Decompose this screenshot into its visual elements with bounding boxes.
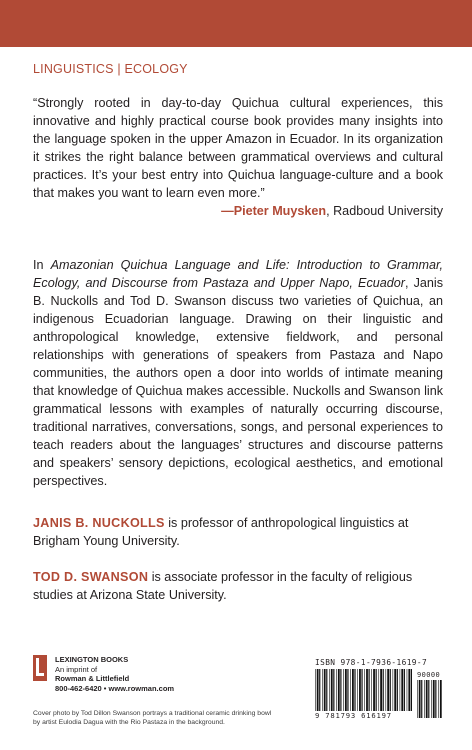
book-description	[33, 256, 443, 490]
author-name-2: TOD D. SWANSON	[33, 570, 149, 584]
cover-credit-line-2: by artist Eulodia Dagua with the Rio Pastaza in the background.	[33, 719, 225, 726]
barcode-digits: 9 781793 616197	[315, 711, 392, 720]
quote-author: Pieter Muysken	[233, 204, 327, 218]
endorsement-quote	[33, 94, 443, 220]
author-bio-1	[33, 514, 443, 550]
publisher-info	[55, 655, 174, 693]
publisher-contact: 800-462-6420 • www.rowman.com	[55, 683, 175, 693]
author-bio-2	[33, 568, 443, 604]
publisher-name: LEXINGTON BOOKS	[55, 655, 129, 664]
cover-credit	[33, 709, 333, 727]
quote-attribution	[33, 202, 443, 220]
category-label: LINGUISTICS | ECOLOGY	[33, 62, 188, 76]
author-bio-text-1: is professor of anthropological linguistics at Brigham Young University.	[33, 516, 409, 548]
publisher-parent: Rowman & Littlefield	[55, 674, 130, 684]
description-body: , Janis B. Nuckolls and Tod D. Swanson discuss two varieties of Quichua, an indigenous Ecuadorian language. Drawing on their linguistic and anthropological knowledge, extensive fieldwork, and personal relationships with generations of speakers from Pastaza and Napo communities, the authors open a door into worlds of intimate meaning that knowledge of Quichua makes accessible. Nuckolls and Swanson link grammatical lessons with examples of naturally occurring discourse, traditional narratives, conversations, songs, and personal experiences to teach readers about the languages’ structures and discourse patterns and speakers’ sensory depictions, ecological aesthetics, and emotional perspectives.	[33, 276, 443, 488]
description-prefix: In	[33, 258, 51, 272]
top-color-band	[0, 0, 472, 47]
author-name-1: JANIS B. NUCKOLLS	[33, 516, 165, 530]
isbn-barcode	[315, 658, 445, 720]
lexington-logo-icon	[33, 655, 47, 681]
cover-credit-line-1: Cover photo by Tod Dillon Swanson portrays a traditional ceramic drinking bowl	[33, 710, 272, 717]
quote-text: “Strongly rooted in day-to-day Quichua cultural experiences, this innovative and highly practical course book provides many insights into the language spoken in the upper Amazon in Ecuador. In its organization it strikes the right balance between grammatical overviews and cultural practices. It’s your best entry into Quichua language-culture and a book that makes you want to learn even more.”	[33, 96, 443, 200]
publisher-imprint-line: An imprint of	[55, 664, 98, 674]
price-addon: 90000	[417, 671, 441, 679]
publisher-block	[33, 655, 233, 705]
book-title: Amazonian Quichua Language and Life: Introduction to Grammar, Ecology, and Discourse from Pastaza and Upper Napo, Ecuador	[33, 258, 443, 290]
author-bio-text-2: is associate professor in the faculty of religious studies at Arizona State University.	[33, 570, 413, 602]
barcode-icon	[315, 669, 413, 711]
addon-barcode-icon	[417, 680, 443, 718]
quote-affiliation: , Radboud University	[326, 204, 443, 218]
attribution-dash: —	[221, 204, 234, 218]
isbn-number: ISBN 978-1-7936-1619-7	[315, 658, 428, 667]
